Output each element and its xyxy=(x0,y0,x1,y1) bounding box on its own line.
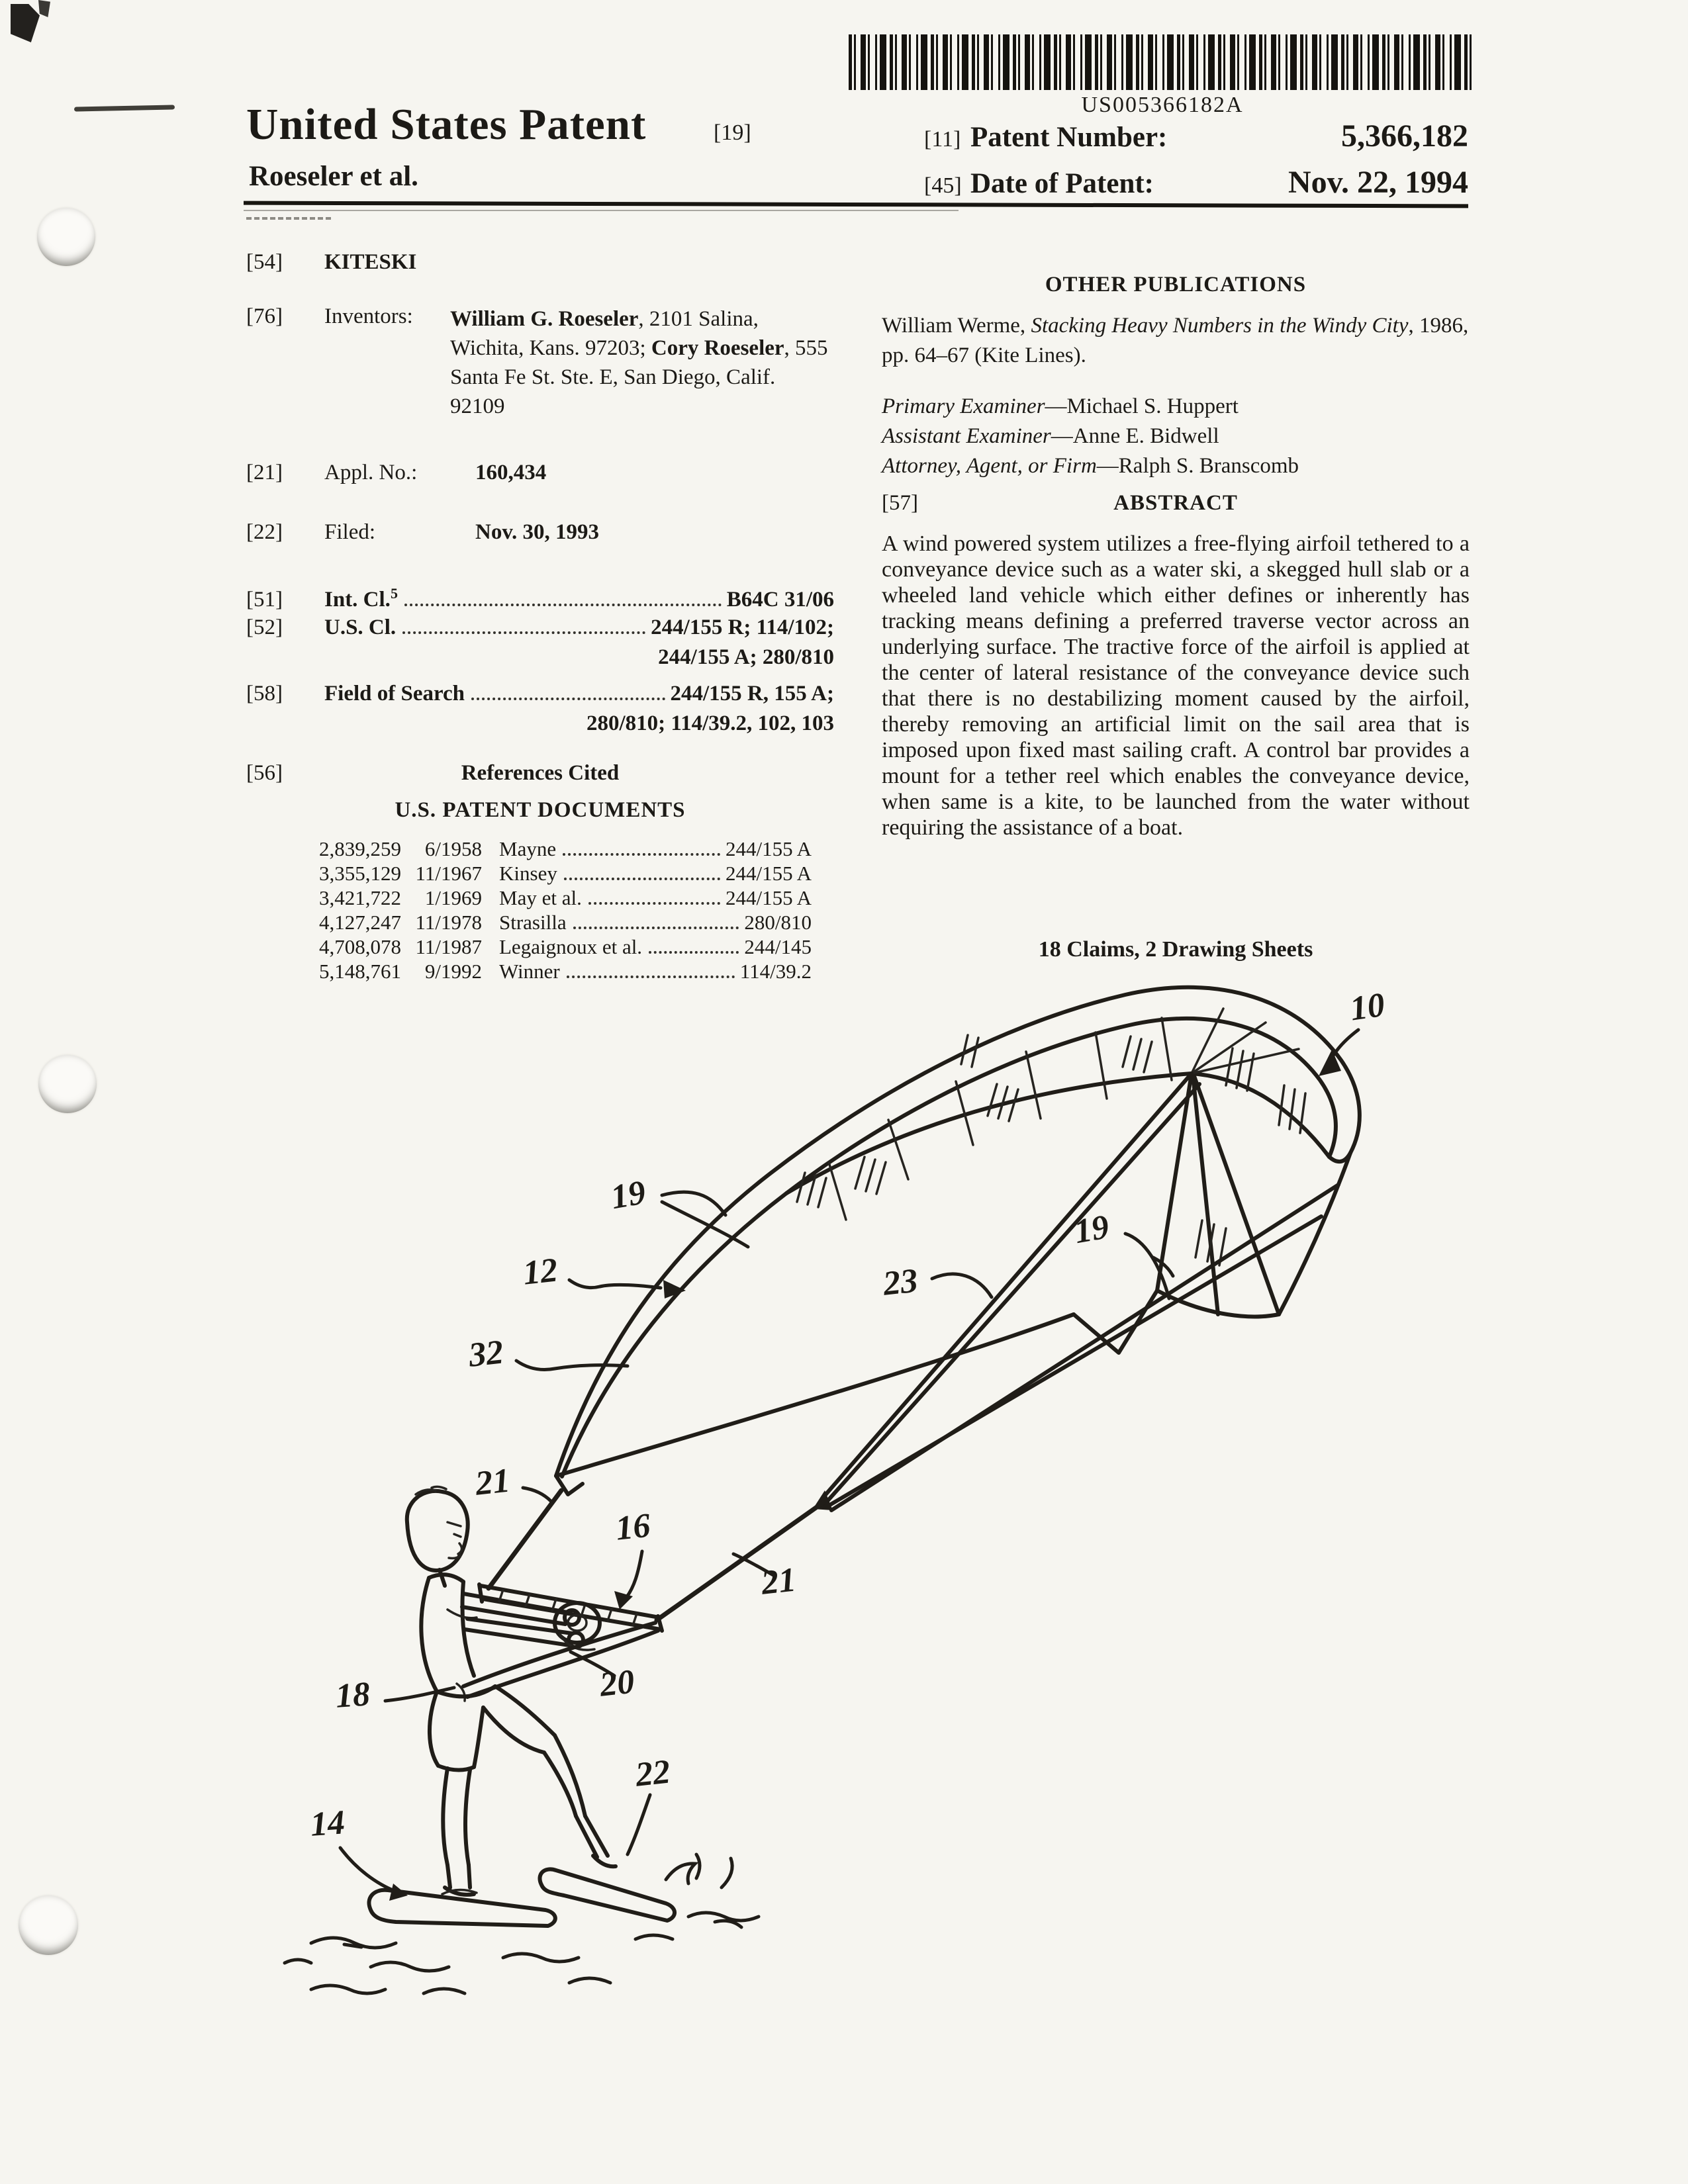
field-of-search-label: Field of Search xyxy=(324,682,465,705)
patent-number-value: 5,366,182 xyxy=(1341,118,1468,154)
ref-name: May et al. xyxy=(499,886,582,909)
ref-date: 11/1967 xyxy=(415,862,482,885)
ref-name: Legaignoux et al. xyxy=(499,935,643,958)
field-of-search-value-1: 244/155 R, 155 A; xyxy=(670,682,834,705)
inventor-1-address: , 2101 Salina, Wichita, Kans. 97203; xyxy=(450,307,759,360)
date-code: [45] xyxy=(924,173,962,198)
publication-details: , 1986, pp. 64–67 (Kite Lines). xyxy=(882,314,1469,367)
kind-code: [19] xyxy=(714,120,751,145)
ref-numeral-32: 32 xyxy=(467,1333,506,1375)
inventor-2-name: Cory Roeseler xyxy=(651,336,784,360)
ref-numeral-23: 23 xyxy=(881,1261,920,1303)
us-cl-label: U.S. Cl. xyxy=(324,615,397,639)
date-value: Nov. 22, 1994 xyxy=(1288,165,1468,200)
ref-numeral-18: 18 xyxy=(334,1675,371,1715)
appl-no-label: Appl. No.: xyxy=(324,461,418,484)
field-code-56: [56] xyxy=(246,761,283,785)
ref-numeral-10: 10 xyxy=(1347,985,1387,1028)
field-code-51: [51] xyxy=(246,588,283,612)
abstract-text: A wind powered system utilizes a free-flying airfoil tethered to a conveyance device such as a water ski, a skegged hull slab or a wheeled land vehicle which either defines or inherently has tracking means defining a preferred traverse vector across an underlying surface. The tractive force of the airfoil is applied at the center of lateral resistance of the conveyance device such that there is no destabilizing moment caused by the airfoil, thereby removing an artificial limit on the sail area that is imposed upon fixed mast sailing craft. A control bar provides a mount for a tether reel which enables the conveyance device, when same is a kite, to be launched from the water without requiring the assistance of a boat. xyxy=(882,531,1470,840)
ref-class: 244/145 xyxy=(744,935,812,958)
filed-label: Filed: xyxy=(324,520,376,544)
ref-name: Mayne xyxy=(499,837,557,860)
patent-number-label: Patent Number: xyxy=(970,122,1168,153)
ref-numeral-14: 14 xyxy=(308,1803,346,1844)
ref-name: Winner xyxy=(499,960,560,983)
ref-class: 244/155 A xyxy=(725,886,812,909)
ref-numeral-19-left: 19 xyxy=(608,1173,649,1217)
inventor-short-name: Roeseler et al. xyxy=(249,161,418,192)
ref-date: 11/1987 xyxy=(415,935,482,958)
ref-date: 6/1958 xyxy=(424,837,482,860)
ref-date: 9/1992 xyxy=(424,960,482,983)
references-cited-heading: [56] References Cited xyxy=(246,761,620,785)
ref-number: 4,127,247 xyxy=(319,911,401,934)
appl-no-value: 160,434 xyxy=(475,461,547,484)
page-title: United States Patent xyxy=(246,100,647,149)
date-label: Date of Patent: xyxy=(970,168,1154,199)
reference-numerals xyxy=(309,986,1387,1901)
abstract-heading: ABSTRACT xyxy=(1113,491,1238,515)
int-cl-value: B64C 31/06 xyxy=(726,588,834,612)
patent-number-code: [11] xyxy=(924,127,961,152)
ref-number: 3,421,722 xyxy=(319,886,401,909)
int-cl-sup: 5 xyxy=(390,585,398,602)
inventor-1-name: William G. Roeseler xyxy=(450,307,639,331)
ref-numeral-12: 12 xyxy=(521,1251,560,1293)
barcode-number: US005366182A xyxy=(1081,93,1244,117)
publication-author: William Werme, xyxy=(882,314,1031,338)
field-code-52: [52] xyxy=(246,615,283,639)
kite-canopy xyxy=(556,987,1360,1494)
field-code-21: [21] xyxy=(246,461,283,484)
us-patent-documents-heading: U.S. PATENT DOCUMENTS xyxy=(395,798,686,822)
primary-examiner-line: Primary Examiner—Michael S. Huppert xyxy=(882,394,1239,418)
ref-number: 4,708,078 xyxy=(319,935,401,958)
inventor-2-address: , 555 Santa Fe St. Ste. E, San Diego, Calif. 92109 xyxy=(450,336,828,418)
ref-date: 11/1978 xyxy=(415,911,482,934)
ref-numeral-21-right: 21 xyxy=(759,1561,798,1602)
ref-numeral-16: 16 xyxy=(614,1506,653,1548)
us-cl-value-2: 244/155 A; 280/810 xyxy=(658,645,834,669)
ref-number: 5,148,761 xyxy=(319,960,401,983)
ref-name: Kinsey xyxy=(499,862,557,885)
publication-title: Stacking Heavy Numbers in the Windy City xyxy=(1031,314,1409,338)
ref-name: Strasilla xyxy=(499,911,567,934)
field-code-54: [54] xyxy=(246,250,283,274)
ref-class: 244/155 A xyxy=(725,837,812,860)
claims-line: 18 Claims, 2 Drawing Sheets xyxy=(1038,937,1313,962)
ref-numeral-19-right: 19 xyxy=(1071,1208,1112,1251)
filed-value: Nov. 30, 1993 xyxy=(475,520,600,544)
ref-numeral-22: 22 xyxy=(633,1752,673,1794)
field-code-57: [57] xyxy=(882,491,918,515)
int-cl-label: Int. Cl.$^5$ xyxy=(324,585,398,612)
ref-date: 1/1969 xyxy=(424,886,482,909)
ref-numeral-20: 20 xyxy=(598,1662,637,1704)
field-code-22: [22] xyxy=(246,520,283,544)
assistant-examiner-line: Assistant Examiner—Anne E. Bidwell xyxy=(882,424,1219,448)
attorney-line: Attorney, Agent, or Firm—Ralph S. Branscomb xyxy=(882,454,1299,478)
field-code-58: [58] xyxy=(246,682,283,705)
ref-class: 244/155 A xyxy=(725,862,812,885)
field-code-76: [76] xyxy=(246,304,283,328)
ref-numeral-21-left: 21 xyxy=(473,1461,512,1503)
skier-figure xyxy=(369,1486,675,1926)
inventors-label: Inventors: xyxy=(324,304,413,328)
other-publications-heading: OTHER PUBLICATIONS xyxy=(1045,273,1307,296)
ref-number: 3,355,129 xyxy=(319,862,401,885)
field-of-search-value-2: 280/810; 114/39.2, 102, 103 xyxy=(586,711,834,735)
ref-class: 280/810 xyxy=(744,911,812,934)
ref-class: 114/39.2 xyxy=(739,960,812,983)
ref-number: 2,839,259 xyxy=(319,837,401,860)
invention-title: KITESKI xyxy=(324,250,417,274)
us-cl-value-1: 244/155 R; 114/102; xyxy=(651,615,834,639)
